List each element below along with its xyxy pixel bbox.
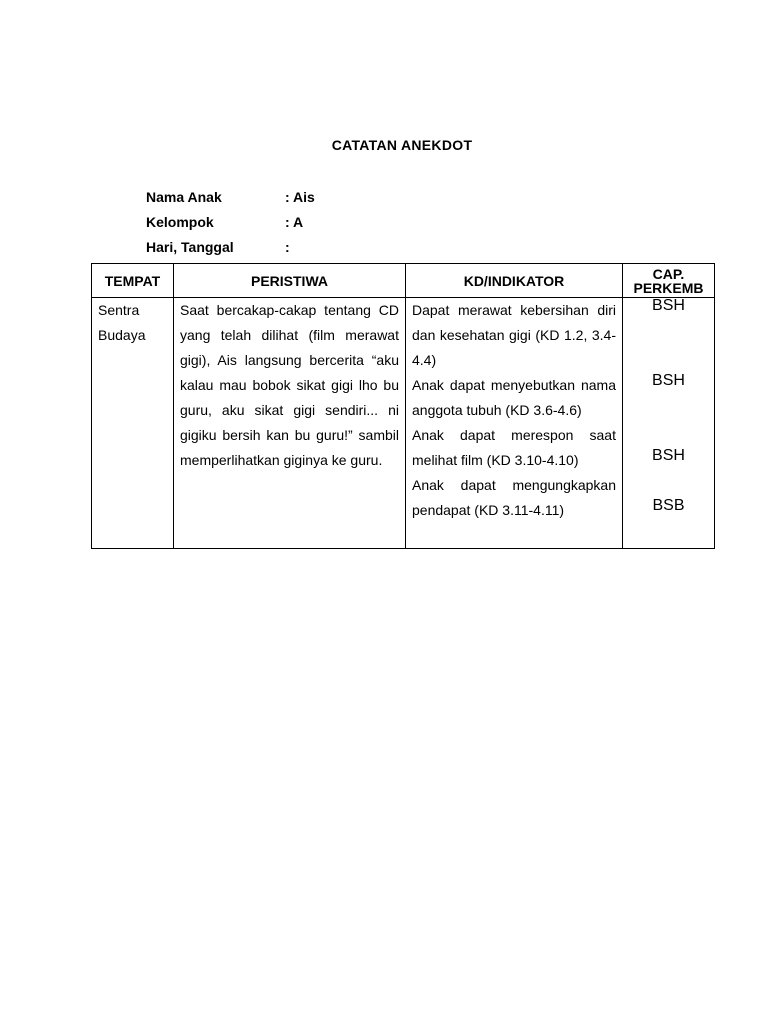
header-cap-line1: CAP. <box>652 265 685 282</box>
peristiwa-text: Saat bercakap-cakap tentang CD yang telah dilihat (film merawat gigi), Ais langsung bercerita “aku kalau mau bobok sikat gigi lho bu guru, aku sikat gigi sendiri... ni gigiku bersih kan bu guru!” sambil memperlihatkan giginya ke guru. <box>180 302 399 468</box>
document-title: CATATAN ANEKDOT <box>331 137 473 153</box>
cell-peristiwa <box>174 298 406 549</box>
cell-cap-perkemb <box>623 298 715 549</box>
hari-label: Hari, Tanggal <box>146 239 234 255</box>
indikator-item: Anak dapat mengungkapkan pendapat (KD 3.11-4.11) <box>412 477 616 518</box>
table-row <box>92 298 715 549</box>
cap-value: BSH <box>652 297 685 314</box>
cap-value: BSH <box>652 372 685 389</box>
nama-label: Nama Anak <box>146 189 222 205</box>
tempat-text: Sentra Budaya <box>98 302 146 343</box>
hari-value: : <box>285 239 290 255</box>
nama-value: : Ais <box>285 189 315 205</box>
header-tempat: TEMPAT <box>92 264 174 298</box>
header-cap-line2: PERKEMB <box>633 279 704 296</box>
indikator-item: Anak dapat menyebutkan nama anggota tubuh (KD 3.6-4.6) <box>412 377 616 418</box>
table-header-row <box>92 264 715 298</box>
header-cap-perkemb <box>623 264 715 298</box>
cap-value: BSH <box>652 447 685 464</box>
indikator-item: Anak dapat merespon saat melihat film (KD 3.10-4.10) <box>412 427 616 468</box>
header-peristiwa: PERISTIWA <box>174 264 406 298</box>
cap-value: BSB <box>652 497 685 514</box>
anecdote-table <box>91 263 715 549</box>
indikator-item: Dapat merawat kebersihan diri dan kesehatan gigi (KD 1.2, 3.4-4.4) <box>412 302 616 368</box>
kelompok-value: : A <box>285 214 304 230</box>
cell-tempat <box>92 298 174 549</box>
header-kd-indikator: KD/INDIKATOR <box>406 264 623 298</box>
cell-kd-indikator <box>406 298 623 549</box>
kelompok-label: Kelompok <box>146 214 214 230</box>
